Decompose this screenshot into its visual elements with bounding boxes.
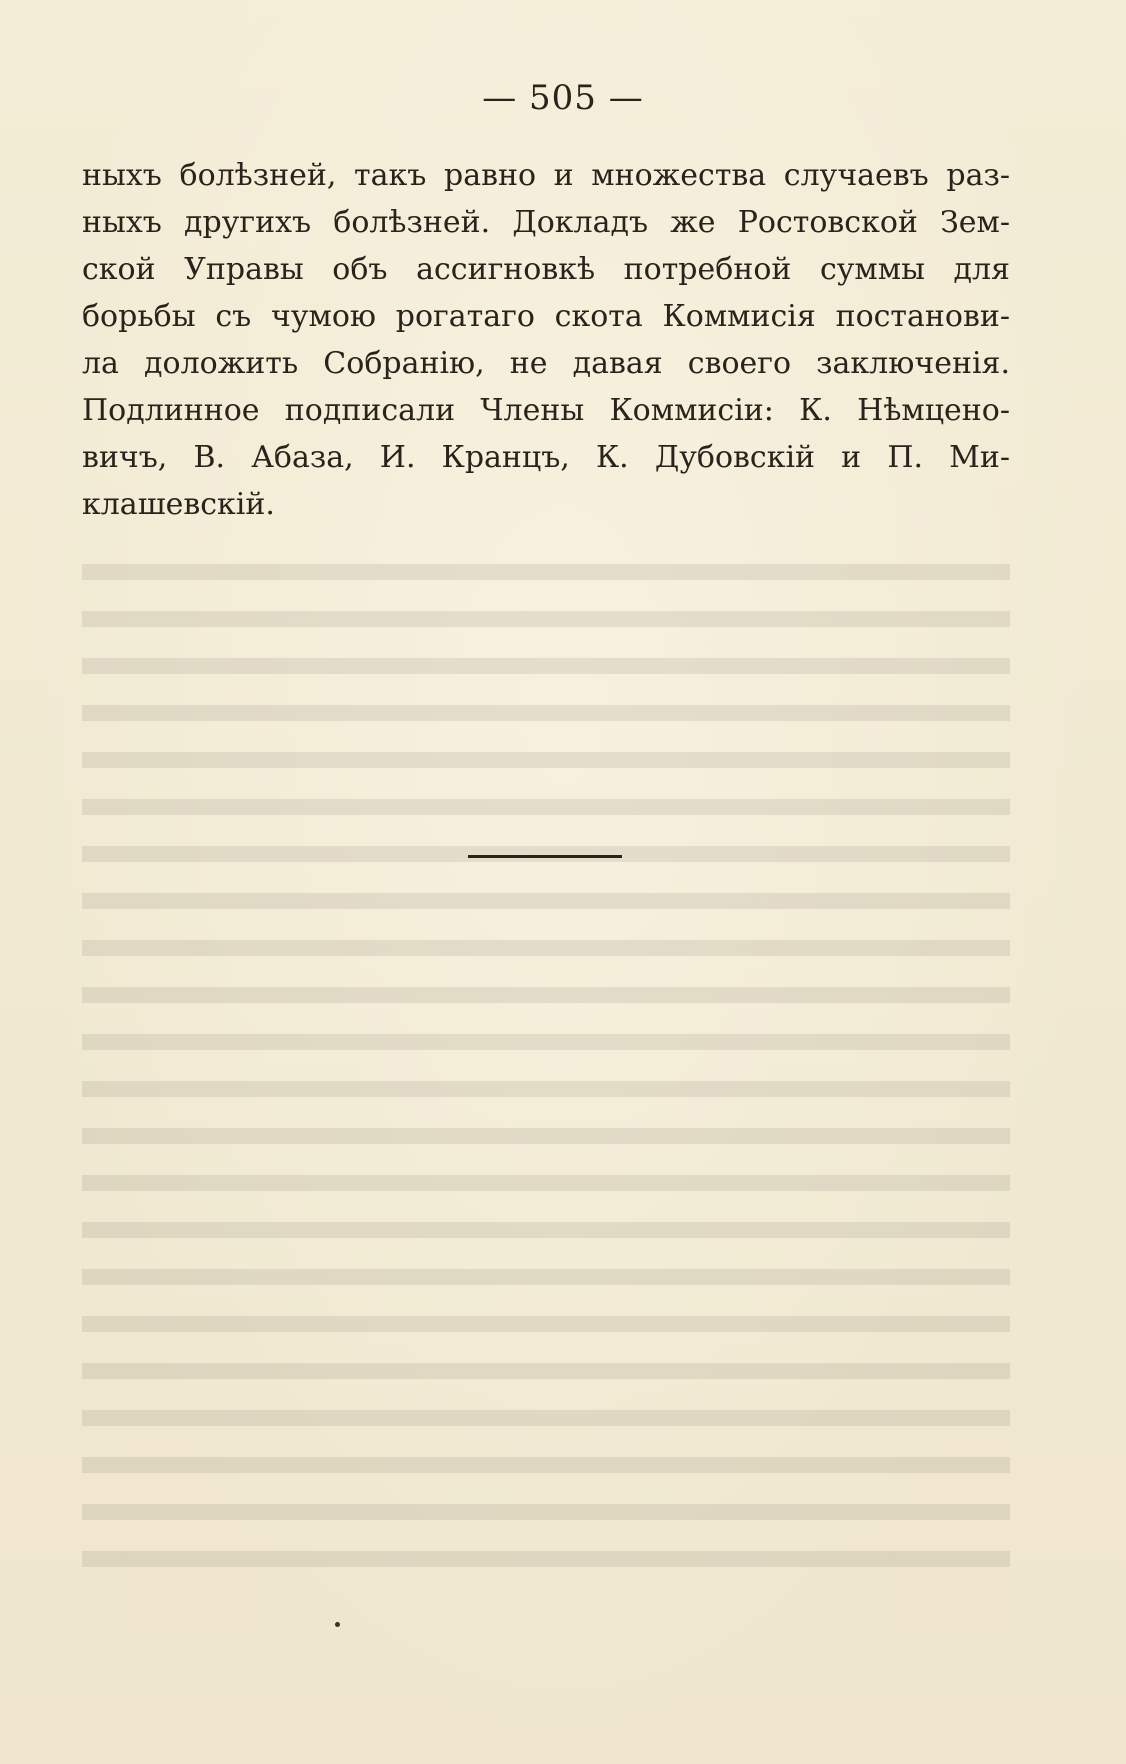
- show-through-texture: [82, 550, 1010, 1590]
- text-line: вичъ, В. Абаза, И. Кранцъ, К. Дубовскій и П. Ми-: [82, 440, 1010, 475]
- text-line: ныхъ другихъ болѣзней. Докладъ же Ростовской Зем-: [82, 205, 1010, 240]
- text-line: клашевскій.: [82, 487, 275, 522]
- text-line: ла доложить Собранію, не давая своего заключенія.: [82, 346, 1010, 381]
- body-text: [82, 152, 1010, 528]
- text-line: ской Управы объ ассигновкѣ потребной суммы для: [82, 252, 1010, 287]
- section-divider: [468, 855, 622, 858]
- ink-speck: [335, 1622, 340, 1627]
- text-line: ныхъ болѣзней, такъ равно и множества случаевъ раз-: [82, 158, 1010, 193]
- text-line: Подлинное подписали Члены Коммисіи: К. Нѣмцено-: [82, 393, 1010, 428]
- text-line: борьбы съ чумою рогатаго скота Коммисія постанови-: [82, 299, 1010, 334]
- page-number: — 505 —: [482, 78, 644, 118]
